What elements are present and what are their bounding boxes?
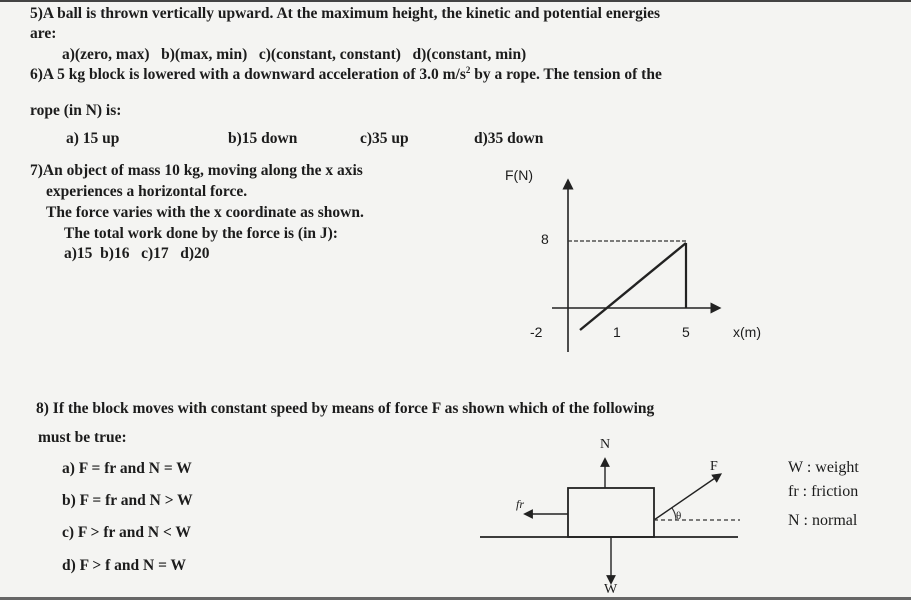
q5-line2: are: [30,25,57,42]
graph-y-tick-8: 8 [541,231,549,247]
q8-line1: 8) If the block moves with constant speed by means of force F as shown which of the following [36,400,655,417]
q6-line2: rope (in N) is: [30,102,122,119]
q6-option-d: d)35 down [474,130,544,147]
q8-option-a: a) F = fr and N = W [62,460,192,477]
label-theta: θ [676,510,682,522]
label-applied-force: F [710,459,718,474]
label-weight: W [604,582,618,597]
q5-options: a)(zero, max) b)(max, min) c)(constant, constant) d)(constant, min) [62,46,527,63]
graph-x-label: x(m) [733,324,761,340]
label-friction: fr [516,497,525,511]
q6-option-c: c)35 up [360,130,409,147]
q6-option-b: b)15 down [228,130,298,147]
q7-line1: 7)An object of mass 10 kg, moving along the x axis [30,162,363,179]
q6-line1-end: by a rope. The tension of the [470,66,662,84]
q8-option-c: c) F > fr and N < W [62,524,191,541]
legend-normal: N : normal [788,512,858,529]
q6-line1-sup: 2 [465,65,471,75]
q8-option-d: d) F > f and N = W [62,557,187,574]
legend-weight: W : weight [788,459,859,476]
q8-option-b: b) F = fr and N > W [62,492,193,509]
q6-line1-start: 6)A 5 kg block is lowered with a downward acceleration of 3.0 m/s [30,66,466,84]
q8-line2: must be true: [38,429,127,446]
q7-line2: experiences a horizontal force. [46,183,248,200]
applied-force-arrow [654,476,718,520]
q7-line4: The total work done by the force is (in J): [64,225,338,242]
q6-option-a: a) 15 up [66,130,120,147]
graph-x-tick-5: 5 [682,324,690,340]
block [568,488,654,537]
legend-friction: fr : friction [788,483,859,500]
label-normal: N [600,437,611,452]
q5-line1: 5)A ball is thrown vertically upward. At the maximum height, the kinetic and potential energies [30,5,661,22]
graph-y-tick-neg2: -2 [530,324,543,340]
q7-options: a)15 b)16 c)17 d)20 [64,245,210,262]
graph-y-label: F(N) [505,167,533,183]
graph-x-tick-1: 1 [613,324,621,340]
q7-line3: The force varies with the x coordinate as shown. [46,204,364,221]
